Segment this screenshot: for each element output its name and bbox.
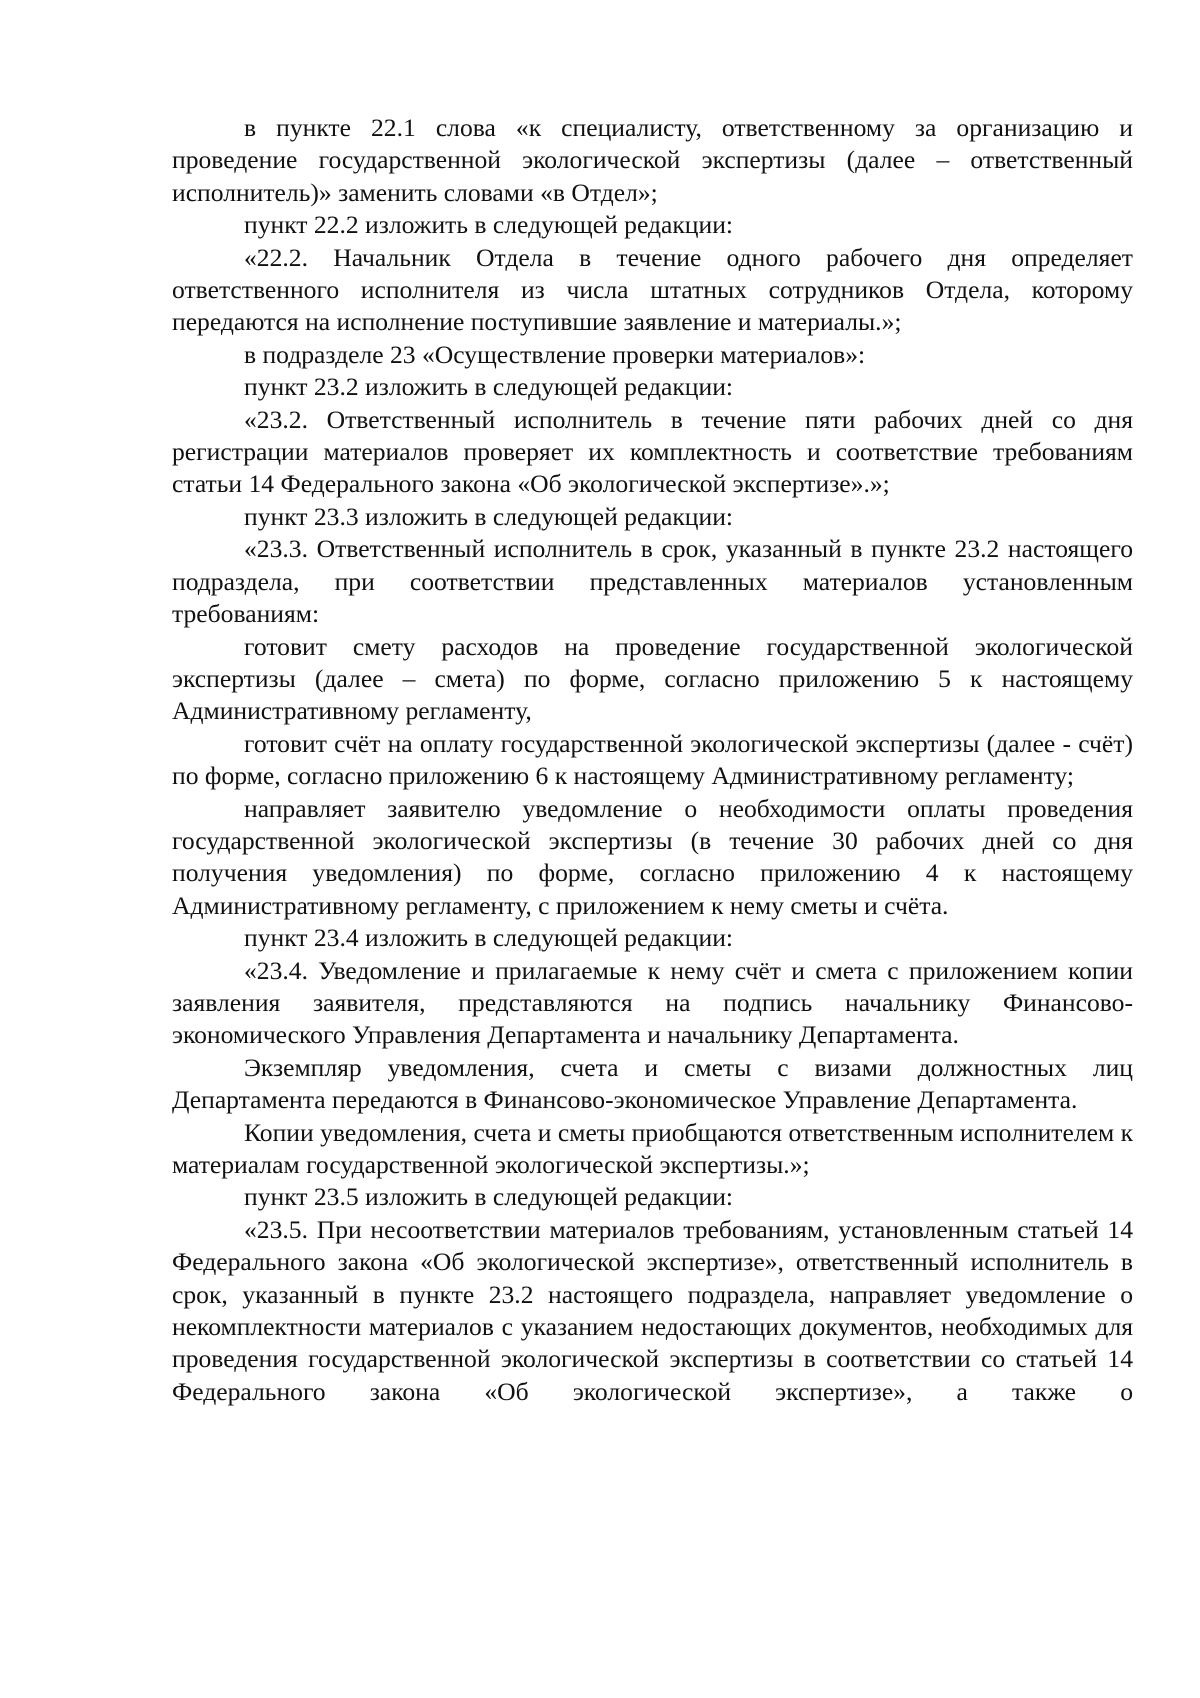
paragraph-15: Копии уведомления, счета и сметы приобщаются ответственным исполнителем к материалам государственной экологической экспертизы.»; (172, 1117, 1134, 1179)
paragraph-11: направляет заявителю уведомление о необходимости оплаты проведения государственной экологической экспертизы (в течение 30 рабочих дней со дня получения уведомления) по форме, согласно приложению 4 к настоящему Административному регламенту, с приложением к нему сметы и счёта. (172, 793, 1133, 920)
paragraph-13: «23.4. Уведомление и прилагаемые к нему счёт и смета с приложением копии заявления заявителя, представляются на подпись начальнику Финансово-экономического Управления Департамента и начальнику Департамента. (172, 955, 1133, 1050)
document-page (172, 112, 1133, 1408)
paragraph-10: готовит счёт на оплату государственной экологической экспертизы (далее - счёт) по форме, согласно приложению 6 к настоящему Административному регламенту; (172, 728, 1133, 791)
paragraph-14: Экземпляр уведомления, счета и сметы с визами должностных лиц Департамента передаются в Финансово-экономическое Управление Департамента. (172, 1052, 1133, 1115)
paragraph-17: «23.5. При несоответствии материалов требованиям, установленным статьей 14 Федерального закона «Об экологической экспертизе», ответственный исполнитель в срок, указанный в пункте 23.2 настоящего подраздела, направляет уведомление о некомплектности материалов с указанием недостающих документов, необходимых для проведения государственной экологической экспертизы в соответствии со статьей 14 Федерального закона «Об экологической экспертизе», а также о (172, 1214, 1133, 1406)
paragraph-4: в подразделе 23 «Осуществление проверки материалов»: (244, 339, 866, 369)
paragraph-16: пункт 23.5 изложить в следующей редакции: (244, 1182, 734, 1212)
paragraph-5: пункт 23.2 изложить в следующей редакции: (244, 372, 734, 402)
paragraph-2: пункт 22.2 изложить в следующей редакции: (244, 210, 734, 240)
paragraph-1: в пункте 22.1 слова «к специалисту, ответственному за организацию и проведение государственной экологической экспертизы (далее – ответственный исполнитель)» заменить словами «в Отдел»; (172, 113, 1133, 207)
paragraph-6: «23.2. Ответственный исполнитель в течение пяти рабочих дней со дня регистрации материалов проверяет их комплектность и соответствие требованиям статьи 14 Федерального закона «Об экологической экспертизе».»; (172, 404, 1133, 499)
paragraph-7: пункт 23.3 изложить в следующей редакции: (244, 501, 734, 531)
paragraph-9: готовит смету расходов на проведение государственной экологической экспертизы (далее – смета) по форме, согласно приложению 5 к настоящему Административному регламенту, (172, 631, 1133, 726)
paragraph-8: «23.3. Ответственный исполнитель в срок, указанный в пункте 23.2 настоящего подраздела, при соответствии представленных материалов установленным требованиям: (172, 534, 1133, 629)
paragraph-3: «22.2. Начальник Отдела в течение одного рабочего дня определяет ответственного исполнителя из числа штатных сотрудников Отдела, которому передаются на исполнение поступившие заявление и материалы.»; (172, 242, 1133, 337)
paragraph-12: пункт 23.4 изложить в следующей редакции: (244, 923, 734, 953)
